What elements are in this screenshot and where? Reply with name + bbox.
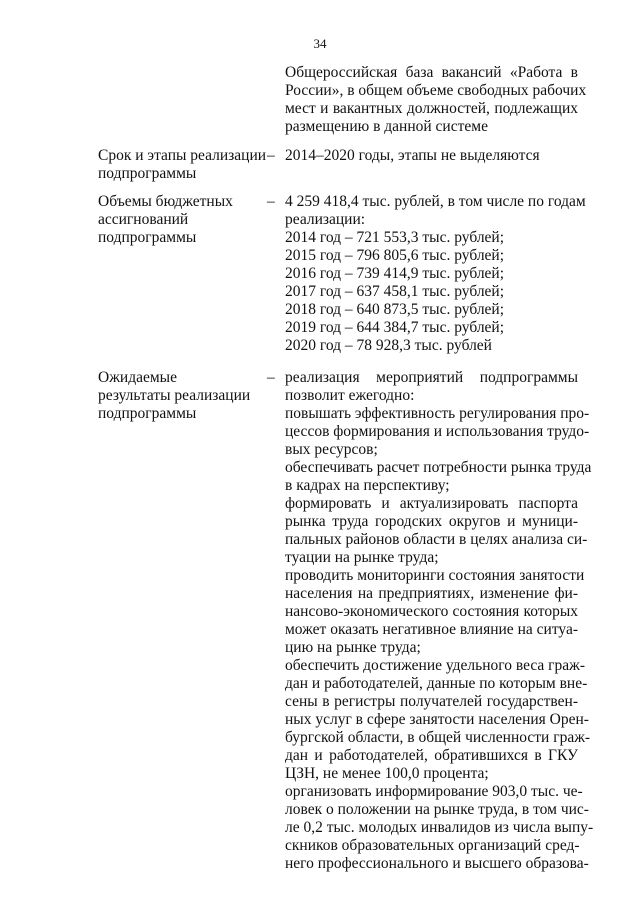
section-dash: – xyxy=(267,147,275,164)
result-line: него профессионального и высшего образова- xyxy=(285,855,589,872)
result-line: бургской области, в общей численности граж- xyxy=(285,729,591,746)
result-line: проводить мониторинги состояния занятости xyxy=(285,567,585,584)
result-line: ных услуг в сфере занятости населения Орен- xyxy=(285,711,589,728)
budget-year-line: 2015 год – 796 805,6 тыс. рублей; xyxy=(285,247,505,264)
result-line: нансово-экономического состояния которых xyxy=(285,603,578,620)
result-line: дан и работодателей, данные по которым вне- xyxy=(285,675,588,692)
result-line: цию на рынке труда; xyxy=(285,639,421,656)
result-line: может оказать негативное влияние на ситуа- xyxy=(285,621,578,638)
intro-line: Общероссийская база вакансий «Работа в xyxy=(285,64,578,81)
page-number: 34 xyxy=(313,36,327,51)
budget-year-line: 2014 год – 721 553,3 тыс. рублей; xyxy=(285,229,505,246)
budget-year-line: 2020 год – 78 928,3 тыс. рублей xyxy=(285,337,492,354)
result-line: цессов формирования и использования трудо- xyxy=(285,423,590,440)
result-line: вых ресурсов; xyxy=(285,441,378,458)
budget-year-line: 2018 год – 640 873,5 тыс. рублей; xyxy=(285,301,505,318)
section-dash: – xyxy=(267,193,275,210)
section-label: Объемы бюджетных xyxy=(98,193,233,210)
result-line: сены в регистры получателей государствен- xyxy=(285,693,578,710)
section-label: подпрограммы xyxy=(98,165,197,182)
result-line: в кадрах на перспективу; xyxy=(285,477,450,494)
result-line: ле 0,2 тыс. молодых инвалидов из числа выпу- xyxy=(285,819,594,836)
result-line: обеспечить достижение удельного веса граж- xyxy=(285,657,586,674)
section-value: 2014–2020 годы, этапы не выделяются xyxy=(285,147,540,164)
result-line: ловек о положении на рынке труда, в том чис- xyxy=(285,801,589,818)
section-label: подпрограммы xyxy=(98,405,197,422)
result-line: скников образовательных организаций сред- xyxy=(285,837,580,854)
result-line: обеспечивать расчет потребности рынка труда xyxy=(285,459,592,476)
result-line: пальных районов области в целях анализа си- xyxy=(285,531,588,548)
section-value: 4 259 418,4 тыс. рублей, в том числе по годам xyxy=(285,193,586,210)
result-line: позволит ежегодно: xyxy=(285,387,415,404)
result-line: повышать эффективность регулирования про- xyxy=(285,405,590,422)
budget-year-line: 2016 год – 739 414,9 тыс. рублей; xyxy=(285,265,505,282)
result-line: дан и работодателей, обратившихся в ГКУ xyxy=(285,747,578,764)
intro-line: России», в общем объеме свободных рабочих xyxy=(285,82,587,99)
intro-line: размещению в данной системе xyxy=(285,118,488,135)
section-dash: – xyxy=(267,369,275,386)
result-line: реализация мероприятий подпрограммы xyxy=(285,369,578,386)
result-line: ЦЗН, не менее 100,0 процента; xyxy=(285,765,489,782)
result-line: организовать информирование 903,0 тыс. че- xyxy=(285,783,583,800)
result-line: туации на рынке труда; xyxy=(285,549,439,566)
intro-line: мест и вакантных должностей, подлежащих xyxy=(285,100,578,117)
budget-year-line: 2019 год – 644 384,7 тыс. рублей; xyxy=(285,319,505,336)
section-label: Ожидаемые xyxy=(98,369,177,386)
section-label: Срок и этапы реализации xyxy=(98,147,267,164)
budget-year-line: 2017 год – 637 458,1 тыс. рублей; xyxy=(285,283,505,300)
result-line: населения на предприятиях, изменение фи- xyxy=(285,585,578,602)
section-label: подпрограммы xyxy=(98,229,197,246)
section-label: результаты реализации xyxy=(98,387,251,404)
section-label: ассигнований xyxy=(98,211,189,228)
result-line: рынка труда городских округов и муници- xyxy=(285,513,578,530)
result-line: формировать и актуализировать паспорта xyxy=(285,495,578,512)
section-value: реализации: xyxy=(285,211,366,228)
